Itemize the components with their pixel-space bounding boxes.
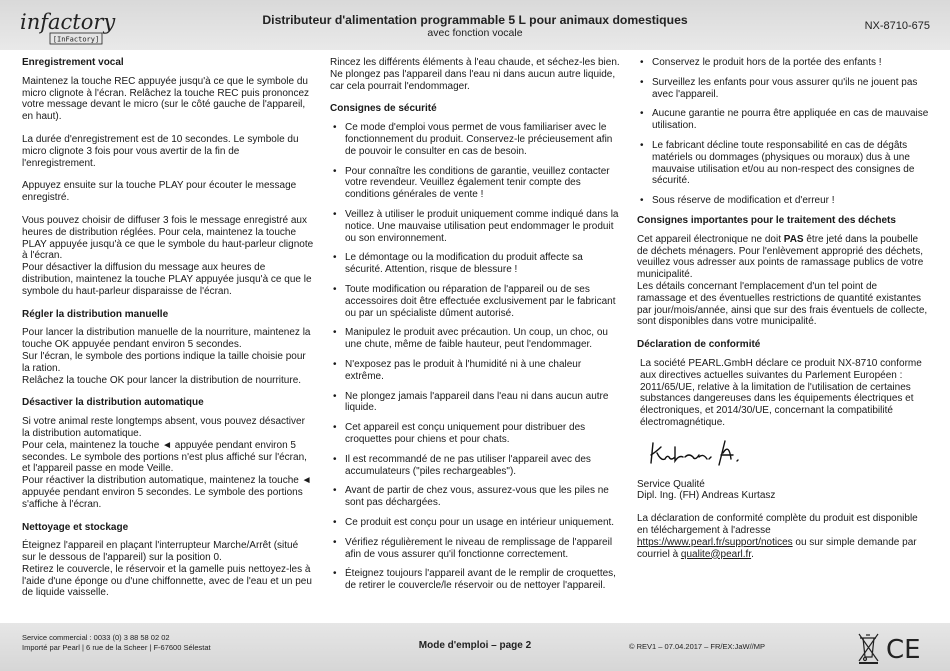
list-item: • Cet appareil est conçu uniquement pour distribuer des croquettes pour chiens et pour chats. [330,422,622,446]
paragraph: Appuyez ensuite sur la touche PLAY pour écouter le message enregistré. [22,180,297,204]
certification-marks [856,629,936,665]
paragraph: Pour réactiver la distribution automatique, maintenez la touche ◄ appuyée pendant environ 5 secondes. Le symbole des portions s'affiche à l'écran. [22,475,312,510]
signature-department: Service Qualité [637,478,705,490]
paragraph: Rincez les différents éléments à l'eau chaude, et séchez-les bien. [330,57,620,68]
paragraph: Éteignez l'appareil en plaçant l'interrupteur Marche/Arrêt (situé sur le dessous de l'appareil) sur la position 0. [22,540,299,564]
paragraph: Ne plongez pas l'appareil dans l'eau ni dans aucun autre liquide, car cela pourrait l'endommager. [330,68,616,92]
column-2 [330,57,622,600]
paragraph: Pour désactiver la diffusion du message aux heures de distribution, maintenez la touche PLAY appuyée jusqu'à ce que le symbole du haut-parleur disparaisse de l'écran. [22,262,312,297]
heading-disable-auto: Désactiver la distribution automatique [22,397,204,409]
paragraph: Maintenez la touche REC appuyée jusqu'à ce que le symbole du micro clignote à l'écran. Relâchez la touche REC puis prononcez votre message devant le micro (sur le côté gauche de l'appareil, en haut). [22,75,310,123]
paragraph: Relâchez la touche OK pour lancer la distribution de nourriture. [22,374,302,386]
heading-waste: Consignes importantes pour le traitement des déchets [637,214,896,226]
paragraph [637,234,929,281]
list-item: • Pour connaître les conditions de garantie, veuillez contacter votre revendeur. Veuillez également tenir compte des conditions générales de vente ! [330,166,622,201]
list-item: • Veillez à utiliser le produit uniquement comme indiqué dans la notice. Une mauvaise utilisation peut endommager le produit ou son environnement. [330,209,622,244]
ce-mark-icon: CE [886,635,921,665]
text: Cet appareil électronique ne doit [637,233,784,245]
page-label: Mode d'emploi – page 2 [418,640,532,651]
list-item: • Surveillez les enfants pour vous assurer qu'ils ne jouent pas avec l'appareil. [637,77,929,101]
column-1 [22,57,314,610]
importer-address: Importé par Pearl | 6 rue de la Scheer | F-67600 Sélestat [22,643,211,652]
paragraph: Pour lancer la distribution manuelle de la nourriture, maintenez la touche OK appuyée pendant environ 5 secondes. [22,327,311,351]
paragraph: Sur l'écran, le symbole des portions indique la taille choisie pour la ration. [22,350,306,374]
list-item: • Sous réserve de modification et d'erreur ! [637,195,929,207]
paragraph: Vous pouvez choisir de diffuser 3 fois le message enregistré aux heures de distribution réglées. Pour cela, maintenez la touche PLAY appuyée jusqu'à ce que le symbole du haut-parleur clignote à l'écran. [22,214,314,262]
emphasis: PAS [783,233,804,245]
column-3 [637,57,929,571]
paragraph [637,513,929,560]
heading-manual-distribution: Régler la distribution manuelle [22,308,169,320]
list-item: • Ne plongez jamais l'appareil dans l'eau ni dans aucun autre liquide. [330,391,622,415]
text: . [751,548,754,560]
infactory-logo [18,5,118,49]
list-item: • Éteignez toujours l'appareil avant de le remplir de croquettes, de retirer le couvercle/le réservoir ou de nettoyer l'appareil. [330,568,622,592]
list-item: • Aucune garantie ne pourra être appliquée en cas de mauvaise utilisation. [637,108,929,132]
paragraph: Retirez le couvercle, le réservoir et la gamelle puis nettoyez-les à l'aide d'une éponge ou d'une chiffonnette, avec de l'eau et un peu de liquide vaisselle. [22,563,312,599]
email-link[interactable]: qualite@pearl.fr [680,548,752,560]
list-item: • Le démontage ou la modification du produit affecte sa sécurité. Attention, risque de blessure ! [330,252,622,276]
signature-image [637,433,777,473]
list-item: • Ce produit est conçu pour un usage en intérieur uniquement. [330,517,622,529]
paragraph: Si votre animal reste longtemps absent, vous pouvez désactiver la distribution automatique. [22,416,305,439]
paragraph: Pour cela, maintenez la touche ◄ appuyée pendant environ 5 secondes. Le symbole des portions n'est plus affiché sur l'écran, et l'appareil passe en mode Veille. [22,439,307,475]
article-number: NX-8710-675 [864,20,930,32]
list-item: • Ce mode d'emploi vous permet de vous familiariser avec le fonctionnement du produit. Conservez-le précieusement afin de pouvoir le consulter en cas de besoin. [330,122,622,157]
revision-info: © REV1 – 07.04.2017 – FR/EX:JaW//MP [629,642,766,651]
paragraph: La société PEARL.GmbH déclare ce produit NX-8710 conforme aux directives actuelles suivantes du Parlement Européen : 2011/65/UE, relative à la limitation de l'utilisation de certaines substances dangereuses dans les équipements électriques et électroniques, et 2014/30/UE, concernant la compatibilité électromagnétique. [640,357,922,428]
list-item: • Il est recommandé de ne pas utiliser l'appareil avec des accumulateurs ("piles rechargeables"). [330,454,622,478]
text: ou sur simple demande par courriel à [637,536,917,560]
paragraph: Les détails concernant l'emplacement d'un tel point de ramassage et des éventuelles restrictions de quantité existantes par jour/mois/année, ainsi que sur des frais éventuels de collecte, sont disponibles dans votre municipalité. [637,280,928,328]
page-footer [0,623,950,671]
list-item: • Conservez le produit hors de la portée des enfants ! [637,57,929,69]
heading-conformity: Déclaration de conformité [637,339,761,351]
heading-cleaning-storage: Nettoyage et stockage [22,521,129,533]
document-title: Distributeur d'alimentation programmable 5 L pour animaux domestiques [262,13,688,27]
page-header [0,0,950,50]
footer-contact [22,633,211,653]
document-subtitle: avec fonction vocale [427,27,523,39]
list-item: • N'exposez pas le produit à l'humidité ni à une chaleur extrême. [330,359,622,383]
list-item: • Le fabricant décline toute responsabilité en cas de dégâts matériels ou dommages (physiques ou moraux) dus à une mauvaise utilisation et/ou au non-respect des consignes de sécurité. [637,140,929,187]
list-item: • Vérifiez régulièrement le niveau de remplissage de l'appareil afin de vous assurer qu'il fonctionne correctement. [330,537,622,561]
signature-name: Dipl. Ing. (FH) Andreas Kurtasz [637,490,776,502]
text: être jeté dans la poubelle de déchets ménagers. Pour l'enlèvement approprié des déchets, veuillez vous adresser aux points de ramassage publics de votre municipalité. [637,233,924,281]
weee-bin-icon [859,634,878,663]
svg-text:[InFactory]: [InFactory] [52,35,100,44]
heading-voice-recording: Enregistrement vocal [22,57,124,68]
safety-list-continued [637,57,929,207]
paragraph: La durée d'enregistrement est de 10 secondes. Le symbole du micro clignote 3 fois pour vous avertir de la fin de l'enregistrement. [22,133,299,169]
heading-safety: Consignes de sécurité [330,103,437,115]
list-item: • Toute modification ou réparation de l'appareil ou de ses accessoires doit être effectuée exclusivement par le fabricant ou par un spécialiste dûment autorisé. [330,284,622,319]
list-item: • Manipulez le produit avec précaution. Un coup, un choc, ou une chute, même de faible hauteur, peut l'endommager. [330,327,622,351]
svg-text:infactory: infactory [20,10,116,34]
text: La déclaration de conformité complète du produit est disponible en téléchargement à l'adresse [637,513,918,536]
notices-link[interactable]: https://www.pearl.fr/support/notices [637,536,793,548]
service-phone: Service commercial : 0033 (0) 3 88 58 02 02 [22,633,170,642]
list-item: • Avant de partir de chez vous, assurez-vous que les piles ne sont pas déchargées. [330,485,622,509]
safety-list [330,122,622,592]
